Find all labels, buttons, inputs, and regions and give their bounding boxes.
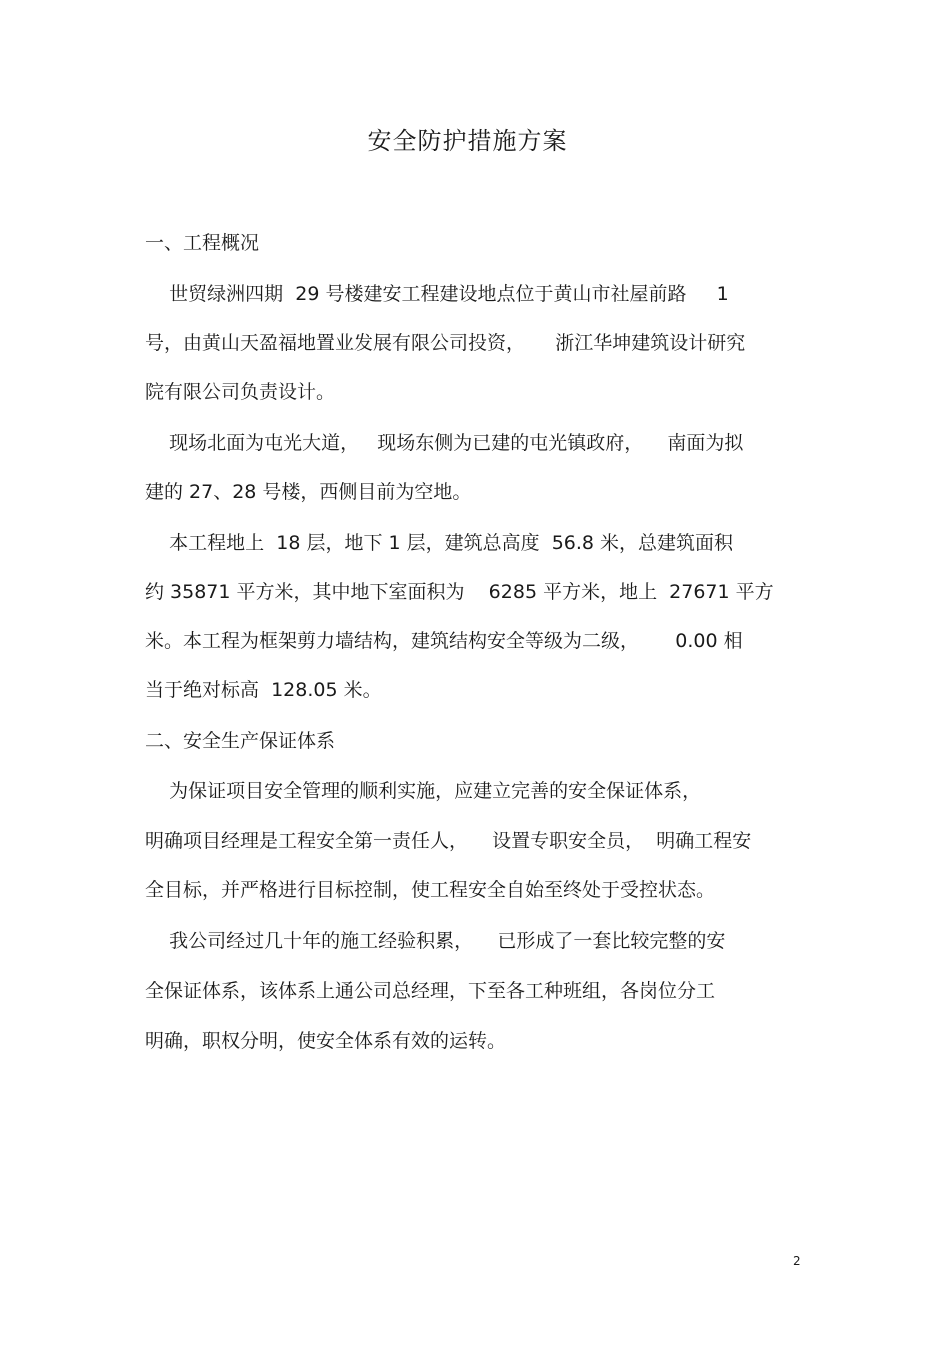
document-title: 安全防护措施方案 <box>367 127 568 155</box>
paragraph-line: 米。本工程为框架剪力墙结构，建筑结构安全等级为二级， 0.00 相 <box>145 630 743 652</box>
paragraph-line: 明确，职权分明，使安全体系有效的运转。 <box>145 1030 507 1052</box>
paragraph-line: 院有限公司负责设计。 <box>145 381 336 403</box>
paragraph-line: 为保证项目安全管理的顺利实施，应建立完善的安全保证体系， <box>145 780 702 802</box>
paragraph-line: 全目标，并严格进行目标控制，使工程安全自始至终处于受控状态。 <box>145 879 716 901</box>
paragraph-line: 号，由黄山天盈福地置业发展有限公司投资， 浙江华坤建筑设计研究 <box>145 332 746 354</box>
paragraph-line: 本工程地上 18 层，地下 1 层，建筑总高度 56.8 米，总建筑面积 <box>145 532 734 554</box>
paragraph-line: 现场北面为屯光大道， 现场东侧为已建的屯光镇政府， 南面为拟 <box>145 432 744 454</box>
paragraph-line: 明确项目经理是工程安全第一责任人， 设置专职安全员， 明确工程安 <box>145 830 752 852</box>
paragraph-line: 全保证体系，该体系上通公司总经理，下至各工种班组，各岗位分工 <box>145 980 716 1002</box>
paragraph-line: 建的 27、28 号楼，西侧目前为空地。 <box>145 481 472 503</box>
section-heading-safety-system: 二、安全生产保证体系 <box>145 730 336 752</box>
paragraph-line: 世贸绿洲四期 29 号楼建安工程建设地点位于黄山市社屋前路 1 <box>145 283 729 305</box>
paragraph-line: 我公司经过几十年的施工经验积累， 已形成了一套比较完整的安 <box>145 930 726 952</box>
section-heading-overview: 一、工程概况 <box>145 232 260 254</box>
paragraph-line: 约 35871 平方米，其中地下室面积为 6285 平方米，地上 27671 平方 <box>145 581 774 603</box>
paragraph-line: 当于绝对标高 128.05 米。 <box>145 679 382 701</box>
page-number: 2 <box>793 1254 801 1268</box>
